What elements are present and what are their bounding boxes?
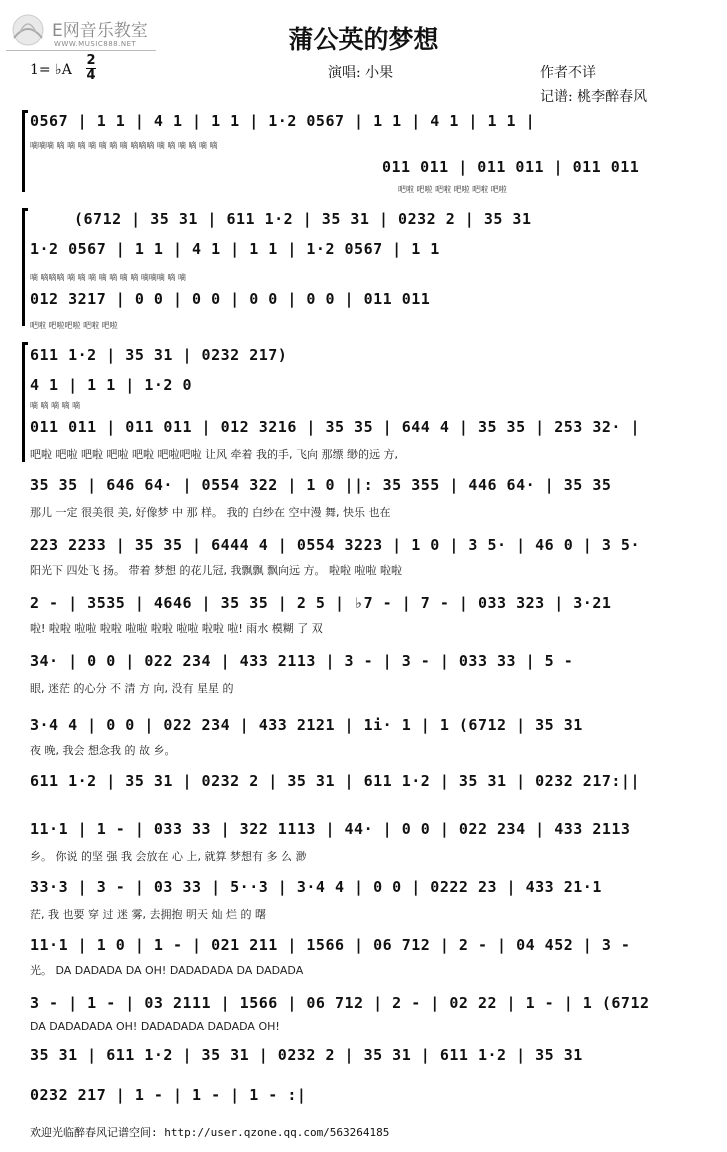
lyrics-row: 那儿 一定 很美很 美, 好像梦 中 那 样。 我的 白纱在 空中漫 舞, 快乐 也在 <box>30 506 391 519</box>
lyrics-row: 眼, 迷茫 的心分 不 清 方 向, 没有 星星 的 <box>30 682 234 695</box>
singer: 演唱: 小果 <box>328 65 394 81</box>
system1-voice1: 0567 | 1 1 | 4 1 | 1 1 | 1·2 0567 | 1 1 | 4 1 | 1 1 | <box>30 112 536 130</box>
lyrics-row: 夜 晚, 我会 想念我 的 故 乡。 <box>30 744 176 757</box>
system2-melody: (6712 | 35 31 | 611 1·2 | 35 31 | 0232 2 | 35 31 <box>74 210 532 228</box>
system-bracket <box>22 208 29 326</box>
lyrics-row: 啦! 啦啦 啦啦 啦啦 啦啦 啦啦 啦啦 啦啦 啦! 雨水 模糊 了 双 <box>30 622 323 635</box>
system-bracket <box>22 110 29 192</box>
score-row: 3·4 4 | 0 0 | 022 234 | 433 2121 | 1i· 1 | 1 (6712 | 35 31 <box>30 716 583 734</box>
time-top: 2 <box>86 53 96 68</box>
site-name: E网音乐教室 <box>52 21 148 41</box>
system2-voice2: 012 3217 | 0 0 | 0 0 | 0 0 | 0 0 | 011 011 <box>30 290 431 308</box>
site-url: WWW.MUSIC888.NET <box>54 40 137 48</box>
system1-voice2-lyrics: 吧啦 吧啦 吧啦 吧啦 吧啦 吧啦 <box>398 185 507 194</box>
time-bottom: 4 <box>86 68 96 83</box>
system3-voice2-lyrics: 吧啦 吧啦 吧啦 吧啦 吧啦 吧啦吧啦 让风 牵着 我的手, 飞向 那缥 缈的远 方, <box>30 448 398 461</box>
song-title: 蒲公英的梦想 <box>288 25 439 54</box>
lyrics-row: 乡。 你说 的坚 强 我 会放在 心 上, 就算 梦想有 多 么 渺 <box>30 850 307 863</box>
system1-voice2: 011 011 | 011 011 | 011 011 <box>382 158 640 176</box>
score-row: 35 35 | 646 64· | 0554 322 | 1 0 ||: 35 355 | 446 64· | 35 35 <box>30 476 612 494</box>
system3-voice1-lyrics: 嘀 嘀 嘀 嘀 嘀 <box>30 401 81 410</box>
system-bracket <box>22 342 29 462</box>
lyrics-row: 光。 DA DADADA DA OH! DADADADA DA DADADA <box>30 964 304 977</box>
score-row: 2 - | 3535 | 4646 | 35 35 | 2 5 | ♭7 - | 7 - | 033 323 | 3·21 <box>30 594 612 612</box>
system3-voice1: 4 1 | 1 1 | 1·2 0 <box>30 376 193 394</box>
score-row: 11·1 | 1 0 | 1 - | 021 211 | 1566 | 06 712 | 2 - | 04 452 | 3 - <box>30 936 631 954</box>
composer: 作者不详 <box>540 65 596 81</box>
lyrics-row: 阳光下 四处飞 扬。 带着 梦想 的花儿冠, 我飘飘 飘向远 方。 啦啦 啦啦 啦啦 <box>30 564 402 577</box>
score-row: 611 1·2 | 35 31 | 0232 2 | 35 31 | 611 1·2 | 35 31 | 0232 217:|| <box>30 772 640 790</box>
system2-voice1-lyrics: 嘀 嘀嘀嘀 嘀 嘀 嘀 嘀 嘀 嘀 嘀 嘀嘀嘀 嘀 嘀 <box>30 273 186 282</box>
score-row: 0232 217 | 1 - | 1 - | 1 - :| <box>30 1086 307 1104</box>
system3-voice2: 011 011 | 011 011 | 012 3216 | 35 35 | 644 4 | 35 35 | 253 32· | <box>30 418 640 436</box>
system3-melody: 611 1·2 | 35 31 | 0232 217) <box>30 346 288 364</box>
system1-voice1-lyrics: 嘀嘀嘀 嘀 嘀 嘀 嘀 嘀 嘀 嘀 嘀嘀嘀 嘀 嘀 嘀 嘀 嘀 嘀 <box>30 141 218 150</box>
key-signature: 1= ♭A <box>30 62 72 78</box>
score-row: 35 31 | 611 1·2 | 35 31 | 0232 2 | 35 31 | 611 1·2 | 35 31 <box>30 1046 583 1064</box>
transcriber: 记谱: 桃李醉春风 <box>540 89 648 105</box>
time-signature <box>86 55 96 82</box>
footer-credit: 欢迎光临醉春风记谱空间: http://user.qzone.qq.com/563264185 <box>30 1126 390 1139</box>
lyrics-row: 茫, 我 也要 穿 过 迷 雾, 去拥抱 明天 灿 烂 的 曙 <box>30 908 266 921</box>
system2-voice1: 1·2 0567 | 1 1 | 4 1 | 1 1 | 1·2 0567 | 1 1 <box>30 240 440 258</box>
score-row: 34· | 0 0 | 022 234 | 433 2113 | 3 - | 3 - | 033 33 | 5 - <box>30 652 574 670</box>
score-row: 3 - | 1 - | 03 2111 | 1566 | 06 712 | 2 - | 02 22 | 1 - | 1 (6712 <box>30 994 650 1012</box>
system2-voice2-lyrics: 吧啦 吧啦吧啦 吧啦 吧啦 <box>30 321 118 330</box>
score-row: 223 2233 | 35 35 | 6444 4 | 0554 3223 | 1 0 | 3 5· | 46 0 | 3 5· <box>30 536 640 554</box>
lyrics-row: DA DADADADA OH! DADADADA DADADA OH! <box>30 1020 280 1033</box>
score-row: 11·1 | 1 - | 033 33 | 322 1113 | 44· | 0 0 | 022 234 | 433 2113 <box>30 820 631 838</box>
score-row: 33·3 | 3 - | 03 33 | 5··3 | 3·4 4 | 0 0 | 0222 23 | 433 21·1 <box>30 878 602 896</box>
